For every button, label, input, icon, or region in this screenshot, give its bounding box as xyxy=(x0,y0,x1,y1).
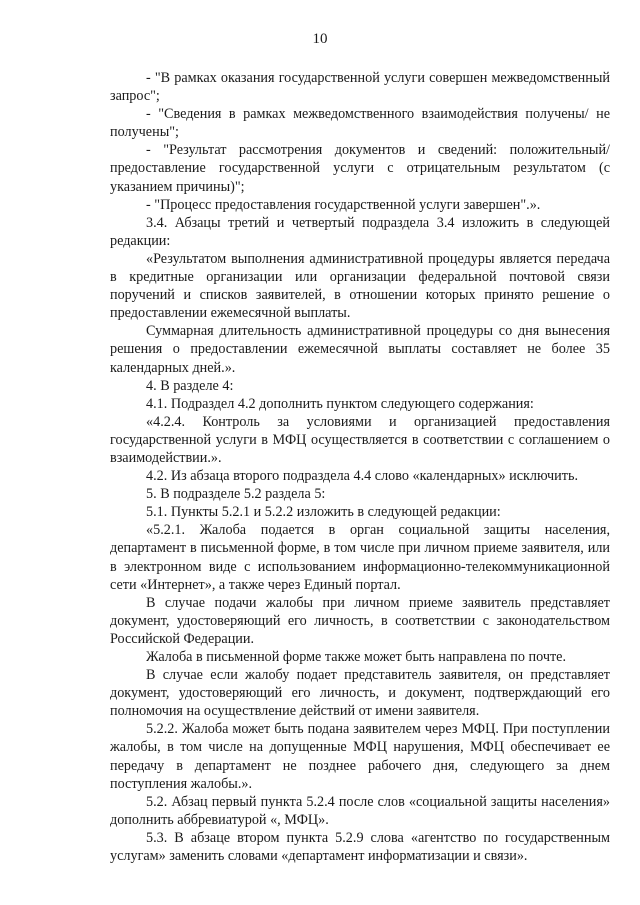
paragraph: 4. В разделе 4: xyxy=(146,377,234,394)
paragraph: 5.2. Абзац первый пункта 5.2.4 после слов «социальной защиты населения» дополнить аббревиатурой «, МФЦ». xyxy=(110,793,610,828)
paragraph: 5.2.2. Жалоба может быть подана заявителем через МФЦ. При поступлении жалобы, в том числе на допущенные МФЦ нарушения, МФЦ обеспечивает ее передачу в департамент не позднее рабочего дня, следующего за днем поступления жалобы.». xyxy=(110,721,610,792)
page-number: 10 xyxy=(312,31,328,47)
paragraph: В случае подачи жалобы при личном приеме заявитель представляет документ, удостоверяющий его личность, в соответствии с законодательством Российской Федерации. xyxy=(110,594,610,647)
paragraph: «4.2.4. Контроль за условиями и организацией предоставления государственной услуги в МФЦ осуществляется в соответствии с соглашением о взаимодействии.». xyxy=(110,413,610,466)
paragraph: - "Сведения в рамках межведомственного взаимодействия получены/ не получены"; xyxy=(110,106,610,141)
paragraph: Жалоба в письменной форме также может быть направлена по почте. xyxy=(146,649,567,665)
paragraph: - "В рамках оказания государственной услуги совершен межведомственный запрос"; xyxy=(110,70,610,105)
document-body xyxy=(110,69,610,865)
paragraph: 4.1. Подраздел 4.2 дополнить пунктом следующего содержания: xyxy=(146,395,534,412)
paragraph: 5. В подразделе 5.2 раздела 5: xyxy=(146,486,326,503)
paragraph: 3.4. Абзацы третий и четвертый подраздела 3.4 изложить в следующей редакции: xyxy=(110,214,610,249)
paragraph: «5.2.1. Жалоба подается в орган социальной защиты населения, департамент в письменной форме, в том числе при личном приеме заявителя, или в электронном виде с использованием информационно-телекоммуникационной сети «Интернет», а также через Единый портал. xyxy=(110,522,610,593)
paragraph: В случае если жалобу подает представитель заявителя, он представляет документ, удостоверяющий его личность, и документ, подтверждающий его полномочия на осуществление действий от имени заявителя. xyxy=(110,667,610,720)
paragraph: 4.2. Из абзаца второго подраздела 4.4 слово «календарных» исключить. xyxy=(146,468,578,485)
paragraph: - "Процесс предоставления государственной услуги завершен".». xyxy=(146,196,541,213)
paragraph: - "Результат рассмотрения документов и сведений: положительный/ предоставление государственной услуги с отрицательным результатом (с указанием причины)"; xyxy=(110,142,610,195)
paragraph: 5.3. В абзаце втором пункта 5.2.9 слова «агентство по государственным услугам» заменить словами «департамент информатизации и связи». xyxy=(110,829,610,865)
paragraph: Суммарная длительность административной процедуры со дня вынесения решения о предоставлении ежемесячной выплаты составляет не более 35 календарных дней.». xyxy=(110,323,610,376)
paragraph: «Результатом выполнения административной процедуры является передача в кредитные организации или организации федеральной почтовой связи поручений и списков заявителей, в отношении которых принято решение о предоставлении ежемесячной выплаты. xyxy=(110,250,610,322)
paragraph: 5.1. Пункты 5.2.1 и 5.2.2 изложить в следующей редакции: xyxy=(146,504,501,521)
